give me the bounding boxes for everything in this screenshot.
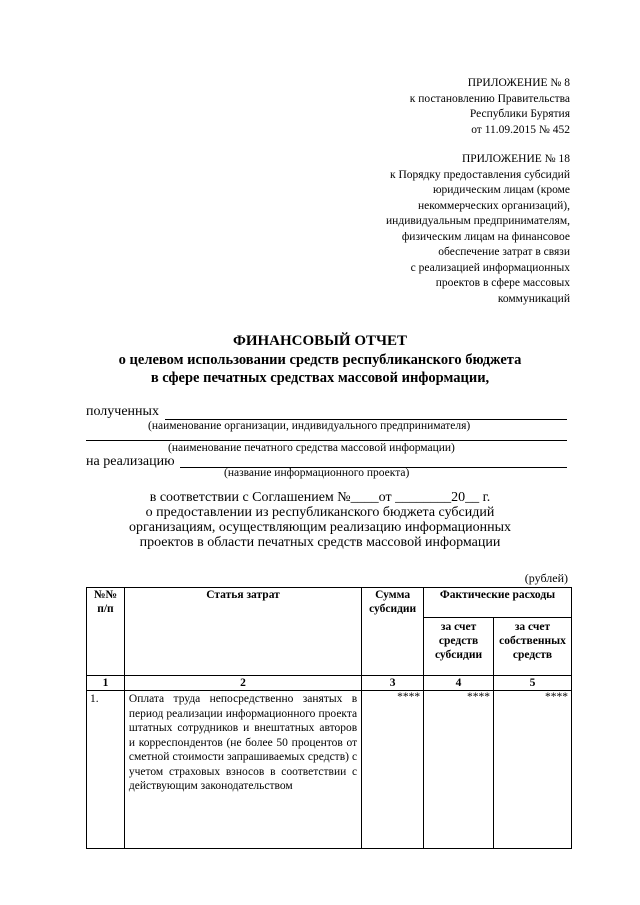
appendix-18-line: физическим лицам на финансовое [401, 230, 570, 243]
received-label: полученных [86, 404, 159, 419]
appendix-18-line: проектов в сфере массовых [435, 277, 570, 289]
report-subtitle: о целевом использовании средств республиканского бюджета [118, 352, 522, 368]
header-actual: Фактические расходы [424, 588, 572, 618]
appendix-18-block [386, 152, 570, 307]
row-expense-text: Оплата труда непосредственно занятых в период реализации информационного проекта штатных сотрудников и внештатных авторов и корреспондентов (не более 50 процентов от сметной стоимости запрашиваемых средств) с учетом страховых взносов в соответствии с действующим законодательством [124, 691, 361, 849]
appendix-18-line: коммуникаций [497, 292, 570, 305]
row-num: 1. [87, 691, 125, 849]
appendix-8-line: к постановлению Правительства [409, 92, 570, 105]
expense-table [86, 587, 572, 849]
row-own: **** [494, 691, 572, 849]
appendix-8-line: Республики Бурятия [469, 108, 570, 120]
appendix-8-block [410, 76, 570, 138]
appendix-18-line: к Порядку предоставления субсидий [390, 168, 570, 181]
appendix-18-line: обеспечение затрат в связи [438, 246, 570, 258]
header-num: №№ п/п [87, 588, 125, 676]
col-number: 4 [424, 676, 494, 691]
realization-label: на реализацию [86, 454, 175, 469]
received-caption: (наименование организации, индивидуального предпринимателя) [148, 420, 471, 432]
column-number-row [87, 676, 572, 691]
project-caption: (название информационного проекта) [224, 467, 410, 479]
agreement-line: о предоставлении из республиканского бюджета субсидий [145, 505, 495, 520]
header-item: Статья затрат [124, 588, 361, 676]
header-own-funds: за счет собственных средств [494, 618, 572, 676]
media-caption: (наименование печатного средства массовой информации) [168, 442, 455, 454]
row-subsidy: **** [424, 691, 494, 849]
agreement-line: в соответствии с Соглашением №____от ________20__ г. [149, 490, 491, 505]
report-subtitle: в сфере печатных средствах массовой информации, [150, 370, 490, 386]
agreement-line: организациям, осуществляющим реализацию информационных [128, 520, 512, 535]
appendix-18-line: с реализацией информационных [410, 261, 570, 274]
table-row [87, 691, 572, 849]
col-number: 5 [494, 676, 572, 691]
appendix-18-line: индивидуальным предпринимателям, [386, 215, 570, 227]
col-number: 3 [362, 676, 424, 691]
col-number: 2 [124, 676, 361, 691]
appendix-8-title: ПРИЛОЖЕНИЕ № 8 [467, 77, 570, 89]
appendix-18-title: ПРИЛОЖЕНИЕ № 18 [461, 153, 570, 165]
header-sum: Сумма субсидии [362, 588, 424, 676]
row-sum: **** [362, 691, 424, 849]
media-fill-line[interactable] [86, 440, 567, 441]
units-label: (рублей) [524, 571, 568, 585]
appendix-18-line: юридическим лицам (кроме [432, 184, 570, 196]
agreement-line: проектов в области печатных средств массовой информации [139, 535, 501, 550]
col-number: 1 [87, 676, 125, 691]
appendix-18-line: некоммерческих организаций), [417, 199, 570, 212]
header-from-subsidy: за счет средств субсидии [424, 618, 494, 676]
appendix-8-line: от 11.09.2015 № 452 [471, 123, 570, 136]
report-title: ФИНАНСОВЫЙ ОТЧЕТ [232, 333, 408, 349]
header-row [87, 588, 572, 618]
